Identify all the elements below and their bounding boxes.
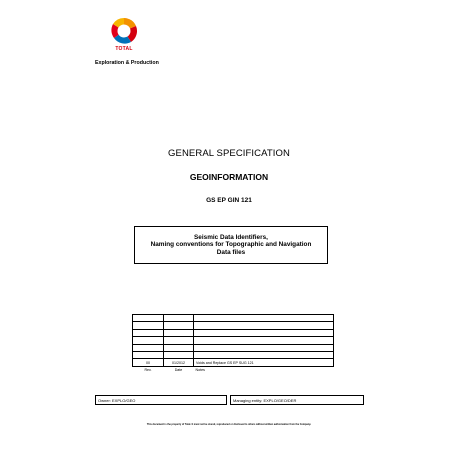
table-header-row <box>133 366 334 373</box>
header-rev: Rev. <box>144 368 152 373</box>
table-row <box>133 344 334 351</box>
header-notes: Notes <box>195 368 205 373</box>
header-date: Date <box>174 368 183 373</box>
spec-subject: GEOINFORMATION <box>189 172 269 182</box>
table-row <box>133 337 334 344</box>
table-row <box>133 315 334 322</box>
revision-table <box>132 314 334 374</box>
table-row <box>133 322 334 329</box>
document-title-line: Data files <box>216 248 246 256</box>
table-row: 00 01/2012 Voids and Replace GS EP SUG 121 <box>133 359 334 366</box>
spec-code: GS EP GIN 121 <box>206 197 252 204</box>
table-row <box>133 351 334 358</box>
managing-entity-cell: Managing entity: EXPLO/GEO/DER <box>230 395 364 405</box>
spec-category: GENERAL SPECIFICATION <box>168 148 290 159</box>
document-title-line: Naming conventions for Topographic and Navigation <box>150 241 312 249</box>
document-title-box <box>134 226 328 264</box>
logo-wordmark: TOTAL <box>115 46 133 52</box>
confidentiality-notice: This document is the property of Total. It must not be stored, reproduced or disclosed to others without written authorisation from the Company. <box>146 423 312 426</box>
division-name: Exploration & Production <box>95 60 159 66</box>
document-title-line: Seismic Data Identifiers, <box>194 233 268 241</box>
total-logo-icon <box>109 16 139 46</box>
table-row <box>133 329 334 336</box>
owner-cell: Owner: EXPLO/GEO <box>95 395 227 405</box>
footer-ownership <box>95 395 364 405</box>
